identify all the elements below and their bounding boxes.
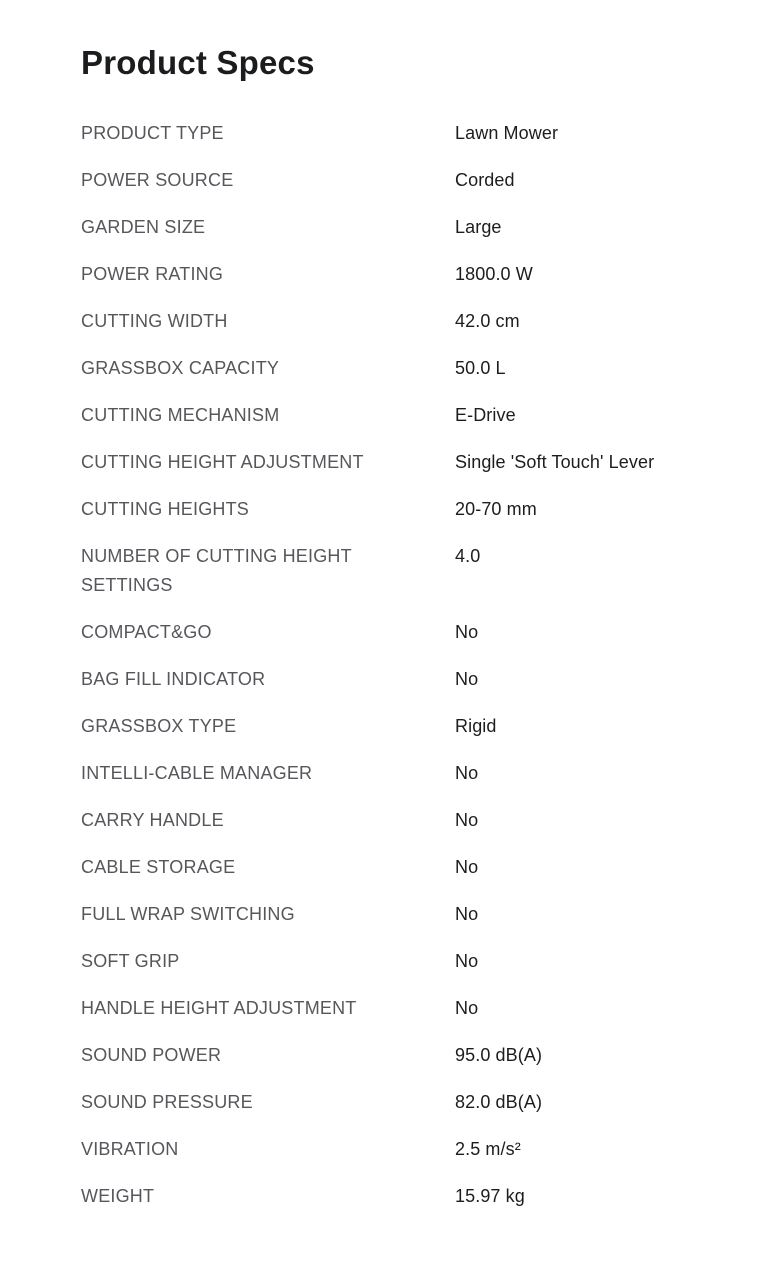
spec-value: 1800.0 W: [455, 263, 533, 284]
spec-value: Rigid: [455, 715, 497, 736]
spec-value: Lawn Mower: [455, 122, 559, 143]
spec-value: No: [455, 997, 479, 1018]
spec-value: Corded: [455, 169, 515, 190]
spec-value: 82.0 dB(A): [455, 1091, 543, 1112]
spec-label: VIBRATION: [81, 1138, 179, 1159]
spec-label: BAG FILL INDICATOR: [81, 668, 266, 689]
spec-value: No: [455, 950, 479, 971]
spec-label: INTELLI-CABLE MANAGER: [81, 762, 313, 783]
spec-label: FULL WRAP SWITCHING: [81, 903, 295, 924]
spec-label: CUTTING HEIGHT ADJUSTMENT: [81, 451, 364, 472]
spec-value: Large: [455, 216, 502, 237]
spec-label: PRODUCT TYPE: [81, 122, 224, 143]
spec-label: GRASSBOX CAPACITY: [81, 357, 280, 378]
spec-value: No: [455, 668, 479, 689]
spec-label: CUTTING MECHANISM: [81, 404, 280, 425]
spec-value: No: [455, 903, 479, 924]
page-title: Product Specs: [81, 44, 315, 81]
spec-label: GRASSBOX TYPE: [81, 715, 237, 736]
spec-value: 4.0: [455, 545, 481, 566]
spec-label: CARRY HANDLE: [81, 809, 224, 830]
spec-label: COMPACT&GO: [81, 621, 212, 642]
spec-value: No: [455, 856, 479, 877]
spec-label: SOFT GRIP: [81, 950, 180, 971]
spec-label: NUMBER OF CUTTING HEIGHT SETTINGS: [81, 545, 352, 595]
spec-value: No: [455, 621, 479, 642]
spec-value: No: [455, 762, 479, 783]
spec-label: CUTTING WIDTH: [81, 310, 228, 331]
spec-value: Single 'Soft Touch' Lever: [455, 451, 655, 472]
spec-label: SOUND POWER: [81, 1044, 222, 1065]
spec-value: 95.0 dB(A): [455, 1044, 543, 1065]
spec-value: 42.0 cm: [455, 310, 520, 331]
spec-value: E-Drive: [455, 404, 516, 425]
spec-value: 20-70 mm: [455, 498, 537, 519]
spec-value: 2.5 m/s²: [455, 1138, 521, 1159]
spec-label: CABLE STORAGE: [81, 856, 236, 877]
spec-value: 50.0 L: [455, 357, 506, 378]
spec-label: GARDEN SIZE: [81, 216, 206, 237]
spec-label: CUTTING HEIGHTS: [81, 498, 249, 519]
spec-label: POWER SOURCE: [81, 169, 234, 190]
spec-label: HANDLE HEIGHT ADJUSTMENT: [81, 997, 357, 1018]
spec-value: 15.97 kg: [455, 1185, 525, 1206]
spec-value: No: [455, 809, 479, 830]
spec-label: WEIGHT: [81, 1185, 155, 1206]
spec-label: POWER RATING: [81, 263, 224, 284]
specs-table: [81, 119, 713, 1211]
spec-label: SOUND PRESSURE: [81, 1091, 253, 1112]
